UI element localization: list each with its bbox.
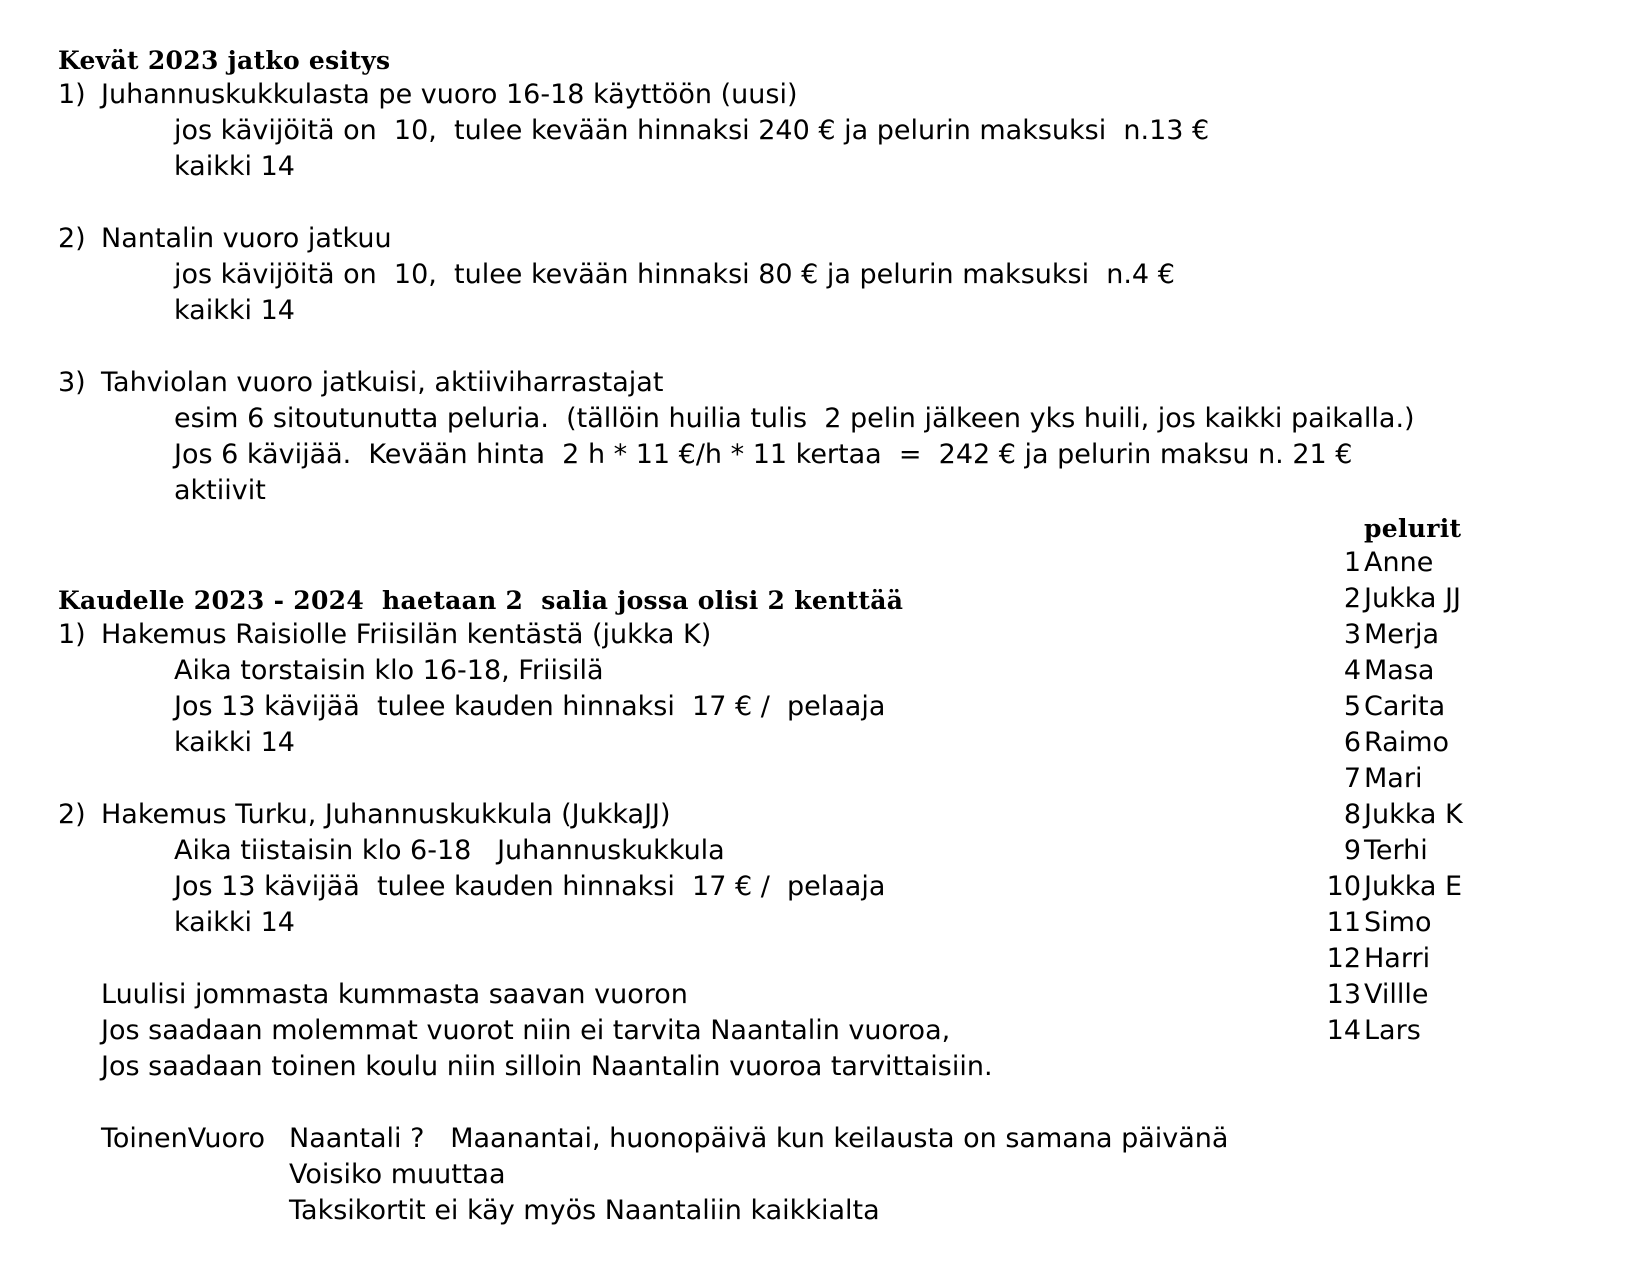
spring-item-1-line: kaikki 14	[174, 151, 295, 182]
player-name: Jukka K	[1364, 799, 1463, 830]
spring-item-1-line: jos kävijöitä on 10, tulee kevään hinnaksi 240 € ja pelurin maksuksi n.13 €	[174, 115, 1210, 146]
season-note: Luulisi jommasta kummasta saavan vuoron	[101, 979, 688, 1010]
spring-item-2-number: 2)	[58, 223, 86, 254]
player-name: Lars	[1364, 1015, 1421, 1046]
player-name: Terhi	[1364, 835, 1428, 866]
season-heading: Kaudelle 2023 - 2024 haetaan 2 salia jossa olisi 2 kenttää	[58, 586, 904, 615]
player-name: Raimo	[1364, 727, 1450, 758]
season-item-1-line: Jos 13 kävijää tulee kauden hinnaksi 17 € / pelaaja	[174, 691, 886, 722]
player-number: 8	[1343, 799, 1361, 830]
player-name: Mari	[1364, 763, 1423, 794]
player-number: 5	[1343, 691, 1361, 722]
player-name: Merja	[1364, 619, 1440, 650]
player-name: Harri	[1364, 943, 1431, 974]
player-number: 3	[1343, 619, 1361, 650]
player-number: 4	[1343, 655, 1361, 686]
player-name: Masa	[1364, 655, 1435, 686]
player-number: 10	[1326, 871, 1361, 902]
season-item-1-number: 1)	[58, 619, 86, 650]
season-item-2-line: Jos 13 kävijää tulee kauden hinnaksi 17 € / pelaaja	[174, 871, 886, 902]
spring-item-3-number: 3)	[58, 367, 86, 398]
player-number: 7	[1343, 763, 1361, 794]
player-number: 6	[1343, 727, 1361, 758]
spring-item-1-title: Juhannuskukkulasta pe vuoro 16-18 käyttöön (uusi)	[101, 79, 798, 110]
player-number: 9	[1343, 835, 1361, 866]
second-slot-line: Voisiko muuttaa	[289, 1159, 506, 1190]
spring-item-2-line: kaikki 14	[174, 295, 295, 326]
spring-item-3-line: esim 6 sitoutunutta peluria. (tällöin huilia tulis 2 pelin jälkeen yks huili, jos kaikki paikalla.)	[174, 403, 1415, 434]
spring-item-3-line: aktiivit	[174, 475, 266, 506]
season-item-1-line: kaikki 14	[174, 727, 295, 758]
player-name: Anne	[1364, 547, 1434, 578]
season-note: Jos saadaan toinen koulu niin silloin Naantalin vuoroa tarvittaisiin.	[101, 1051, 993, 1082]
second-slot-label: ToinenVuoro	[101, 1123, 266, 1154]
player-name: Simo	[1364, 907, 1432, 938]
second-slot-line: Naantali ? Maanantai, huonopäivä kun keilausta on samana päivänä	[289, 1123, 1229, 1154]
spring-item-1-number: 1)	[58, 79, 86, 110]
player-number: 1	[1343, 547, 1361, 578]
player-number: 2	[1343, 583, 1361, 614]
spring-item-2-line: jos kävijöitä on 10, tulee kevään hinnaksi 80 € ja pelurin maksuksi n.4 €	[174, 259, 1175, 290]
spring-item-2-title: Nantalin vuoro jatkuu	[101, 223, 392, 254]
season-item-1-title: Hakemus Raisiolle Friisilän kentästä (jukka K)	[101, 619, 712, 650]
spring-heading: Kevät 2023 jatko esitys	[58, 46, 391, 75]
player-name: Villle	[1364, 979, 1429, 1010]
player-number: 11	[1326, 907, 1361, 938]
player-name: Jukka JJ	[1364, 583, 1461, 614]
player-number: 13	[1326, 979, 1361, 1010]
players-heading: pelurit	[1364, 514, 1462, 543]
season-item-2-number: 2)	[58, 799, 86, 830]
season-item-1-line: Aika torstaisin klo 16-18, Friisilä	[174, 655, 604, 686]
season-item-2-line: kaikki 14	[174, 907, 295, 938]
player-number: 14	[1326, 1015, 1361, 1046]
season-note: Jos saadaan molemmat vuorot niin ei tarvita Naantalin vuoroa,	[101, 1015, 951, 1046]
player-name: Carita	[1364, 691, 1446, 722]
player-name: Jukka E	[1364, 871, 1463, 902]
player-number: 12	[1326, 943, 1361, 974]
spring-item-3-title: Tahviolan vuoro jatkuisi, aktiiviharrastajat	[101, 367, 664, 398]
second-slot-line: Taksikortit ei käy myös Naantaliin kaikkialta	[289, 1195, 880, 1226]
season-item-2-line: Aika tiistaisin klo 6-18 Juhannuskukkula	[174, 835, 725, 866]
spring-item-3-line: Jos 6 kävijää. Kevään hinta 2 h * 11 €/h * 11 kertaa = 242 € ja pelurin maksu n. 21 €	[174, 439, 1353, 470]
season-item-2-title: Hakemus Turku, Juhannuskukkula (JukkaJJ)	[101, 799, 671, 830]
